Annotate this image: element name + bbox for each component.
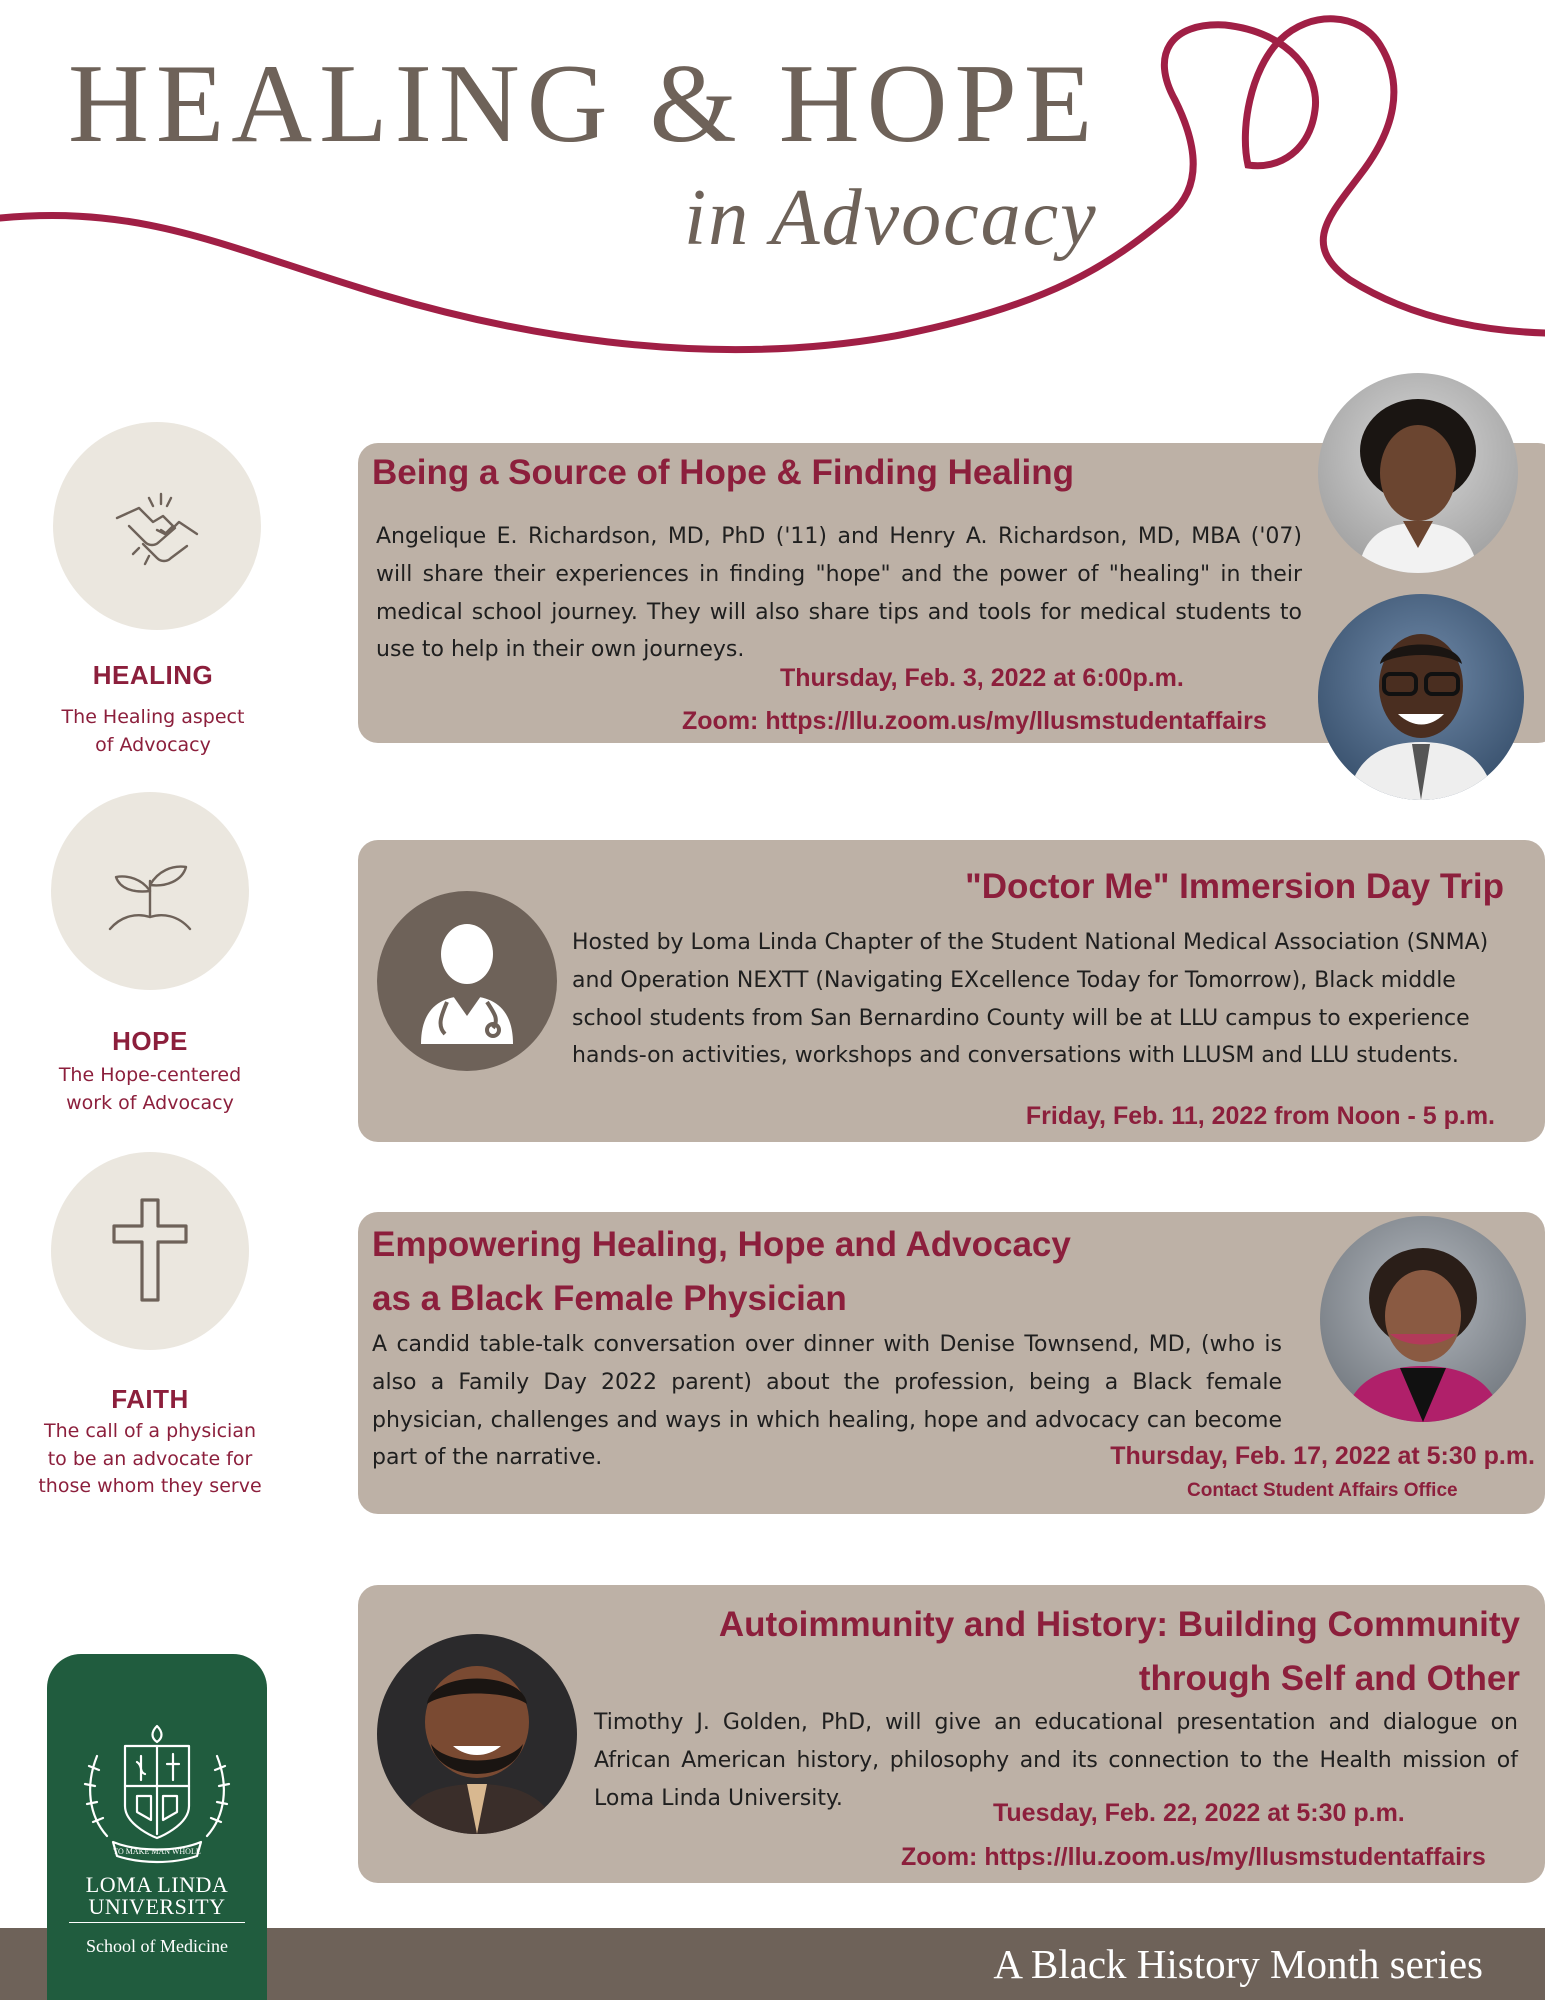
event-2-title: "Doctor Me" Immersion Day Trip [965, 867, 1504, 906]
event-3-contact: Contact Student Affairs Office [1187, 1480, 1458, 1501]
event-3-title: Empowering Healing, Hope and Advocacy as a Black Female Physician [372, 1225, 1071, 1319]
logo-school-name: School of Medicine [86, 1936, 228, 1956]
faith-description: The call of a physician to be an advocate for those whom they serve [38, 1420, 262, 1498]
portrait-man-beard [377, 1634, 577, 1834]
university-crest-icon [77, 1716, 237, 1866]
crest-motto: TO MAKE MAN WHOLE [113, 1847, 201, 1856]
sprout-icon [102, 843, 198, 939]
event-1-zoom-link[interactable]: Zoom: https://llu.zoom.us/my/llusmstudentaffairs [682, 707, 1267, 735]
page-title: HEALING & HOPE [68, 42, 1100, 166]
hope-circle [51, 792, 249, 990]
logo-divider [69, 1922, 245, 1923]
speaker-photo-henry [1318, 594, 1524, 800]
event-1-date: Thursday, Feb. 3, 2022 at 6:00p.m. [780, 664, 1184, 692]
event-4-title: Autoimmunity and History: Building Community through Self and Other [718, 1605, 1520, 1699]
event-1-title: Being a Source of Hope & Finding Healing [372, 453, 1074, 492]
event-3-body: A candid table-talk conversation over dinner with Denise Townsend, MD, (who is also a Family Day 2022 parent) about the profession, being a Black female physician, challenges and ways in which healing, hope and advocacy can become part of the narrative. [372, 1332, 1282, 1471]
event-2-body: Hosted by Loma Linda Chapter of the Student National Medical Association (SNMA) and Operation NEXTT (Navigating EXcellence Today for Tomorrow), Black middle school students from San Bernardino County will be at LLU campus to experience hands-on activities, workshops and conversations with LLUSM and LLU students. [572, 930, 1489, 1069]
event-4-date: Tuesday, Feb. 22, 2022 at 5:30 p.m. [993, 1799, 1405, 1827]
speaker-photo-timothy [377, 1634, 577, 1834]
event-3-date: Thursday, Feb. 17, 2022 at 5:30 p.m. [1110, 1442, 1535, 1470]
doctor-icon-circle [377, 891, 557, 1071]
hope-heading: HOPE [112, 1026, 188, 1056]
logo-university-name: LOMA LINDA UNIVERSITY [85, 1872, 229, 1919]
hope-description: The Hope-centered work of Advocacy [58, 1064, 242, 1114]
event-4-body: Timothy J. Golden, PhD, will give an educational presentation and dialogue on African American history, philosophy and its connection to the Health mission of Loma Linda University. [594, 1710, 1518, 1811]
helping-hands-icon [109, 478, 205, 574]
healing-heading: HEALING [92, 660, 214, 690]
faith-circle [51, 1152, 249, 1350]
event-1-body: Angelique E. Richardson, MD, PhD ('11) and Henry A. Richardson, MD, MBA ('07) will share their experiences in finding "hope" and the power of "healing" in their medical school journey. They will also share tips and tools for medical students to use to help in their own journeys. [376, 524, 1302, 663]
healing-description: The Healing aspect of Advocacy [61, 706, 245, 756]
llu-logo-panel [47, 1654, 267, 2000]
speaker-photo-denise [1320, 1216, 1526, 1422]
speaker-photo-angelique [1318, 373, 1518, 573]
page-subtitle: in Advocacy [684, 174, 1098, 262]
footer-series-title: A Black History Month series [993, 1941, 1483, 1987]
event-4-zoom-link[interactable]: Zoom: https://llu.zoom.us/my/llusmstudentaffairs [901, 1843, 1486, 1871]
doctor-icon [407, 916, 527, 1046]
event-2-date: Friday, Feb. 11, 2022 from Noon - 5 p.m. [1025, 1102, 1495, 1130]
faith-heading: FAITH [111, 1384, 189, 1414]
portrait-woman [1318, 373, 1518, 573]
portrait-woman-2 [1320, 1216, 1526, 1422]
healing-circle [53, 422, 261, 630]
cross-icon [102, 1196, 198, 1306]
portrait-man-glasses [1318, 594, 1524, 800]
